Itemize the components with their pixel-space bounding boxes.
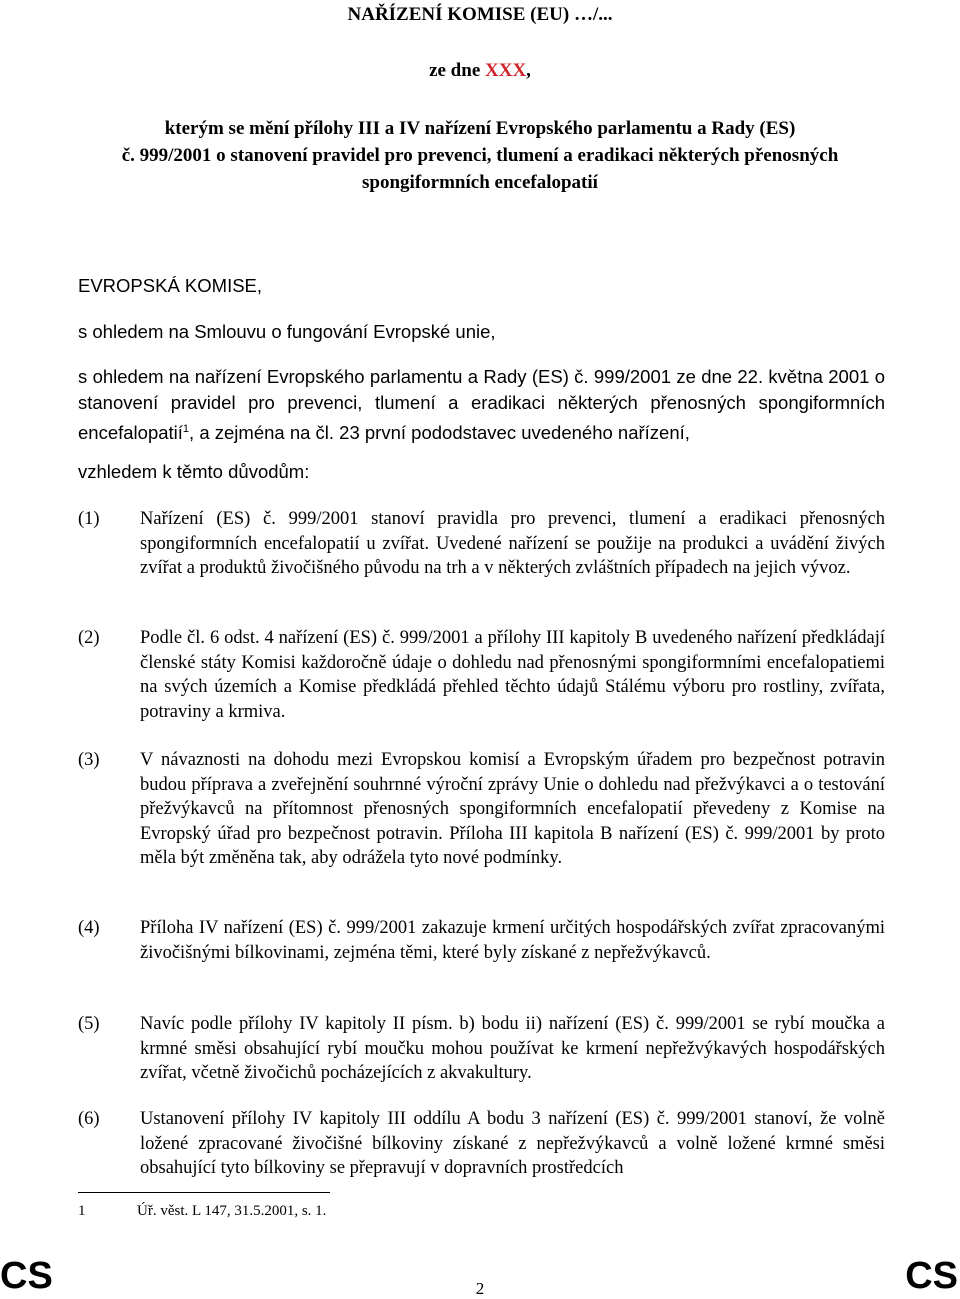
footnote-number: 1	[78, 1203, 86, 1219]
regulation-date	[0, 60, 960, 82]
footnote-text: Úř. věst. L 147, 31.5.2001, s. 1.	[137, 1203, 327, 1219]
recital-regulation-part2: , a zejména na čl. 23 první pododstavec uvedeného nařízení,	[189, 422, 690, 444]
recital-item	[78, 507, 885, 581]
recital-text: V návaznosti na dohodu mezi Evropskou komisí a Evropským úřadem pro bezpečnost potravin budou příprava a zveřejnění souhrnné výroční zprávy Unie o dohledu nad přežvýkavci a o testování přežvýkavců na přítomnost přenosných spongiformních encefalopatií převedeny z Komise na Evropský úřad pro bezpečnost potravin. Příloha III kapitola B nařízení (ES) č. 999/2001 by proto měla být změněna tak, aby odrážela tyto nové podmínky.	[140, 750, 885, 868]
date-placeholder: XXX	[485, 60, 527, 81]
recital-number: (4)	[78, 918, 100, 938]
recital-text: Podle čl. 6 odst. 4 nařízení (ES) č. 999/2001 a přílohy III kapitoly B uvedeného nařízení předkládají členské státy Komisi každoročně údaje o dohledu nad přenosnými spongiformními encefalopatiemi na svých územích a Komise předkládá přehled těchto údajů Stálému výboru pro rostliny, zvířata, potraviny a krmiva.	[140, 628, 885, 722]
recital-text: Navíc podle přílohy IV kapitoly II písm. b) bodu ii) nařízení (ES) č. 999/2001 se rybí moučka a krmné směsi obsahující rybí moučku mohou používat ke krmení nepřežvýkavých hospodářských zvířat, včetně živočichů pocházejících z akvakultury.	[140, 1014, 885, 1083]
commission-heading: EVROPSKÁ KOMISE,	[78, 275, 263, 296]
recital-item	[78, 1107, 885, 1181]
recital-text: Nařízení (ES) č. 999/2001 stanoví pravidla pro prevenci, tlumení a eradikaci přenosných spongiformních encefalopatií u zvířat. Uvedené nařízení se použije na produkci a uvádění živých zvířat a produktů živočišného původu na trh a v některých zvláštních případech na jejich vývoz.	[140, 509, 885, 578]
recital-number: (6)	[78, 1109, 100, 1129]
recital-text: Ustanovení přílohy IV kapitoly III oddílu A bodu 3 nařízení (ES) č. 999/2001 stanoví, že volně ložené zpracované živočišné bílkoviny získané z nepřežvýkavců a volně ložené krmné směsi obsahující tyto bílkoviny se přepravují v dopravních prostředcích	[140, 1109, 885, 1178]
recital-item	[78, 916, 885, 965]
language-code-right: CS	[905, 1255, 958, 1297]
date-prefix: ze dne	[429, 60, 481, 81]
recital-number: (2)	[78, 628, 100, 648]
recital-item	[78, 626, 885, 724]
date-suffix: ,	[526, 60, 531, 81]
regulation-subject	[70, 115, 890, 196]
page-number: 2	[475, 1279, 485, 1298]
footnote-reference[interactable]: 1	[182, 423, 190, 435]
footnote-separator	[78, 1192, 330, 1193]
whereas-clause: vzhledem k těmto důvodům:	[78, 461, 310, 482]
recital-item	[78, 748, 885, 871]
recital-number: (5)	[78, 1014, 100, 1034]
recital-item	[78, 1012, 885, 1086]
recital-treaty: s ohledem na Smlouvu o fungování Evropské unie,	[78, 321, 496, 342]
language-code-left: CS	[0, 1255, 53, 1297]
recital-text: Příloha IV nařízení (ES) č. 999/2001 zakazuje krmení určitých hospodářských zvířat zpracovanými živočišnými bílkovinami, zejména těmi, které byly získané z nepřežvýkavců.	[140, 918, 885, 963]
recital-number: (1)	[78, 509, 100, 529]
subject-line1: kterým se mění přílohy III a IV nařízení Evropského parlamentu a Rady (ES)	[164, 118, 796, 139]
regulation-title: NAŘÍZENÍ KOMISE (EU) …/...	[347, 4, 613, 25]
subject-rest: č. 999/2001 o stanovení pravidel pro prevenci, tlumení a eradikaci některých přenosných spongiformních encefalopatií	[121, 145, 839, 193]
recital-regulation-part1: s ohledem na nařízení Evropského parlamentu a Rady (ES) č. 999/2001 ze dne 22. května 2001 o stanovení pravidel pro prevenci, tlumení a eradikaci některých přenosných spongiformních encefalopatií	[78, 366, 885, 444]
recital-regulation	[78, 364, 885, 446]
recital-number: (3)	[78, 750, 100, 770]
